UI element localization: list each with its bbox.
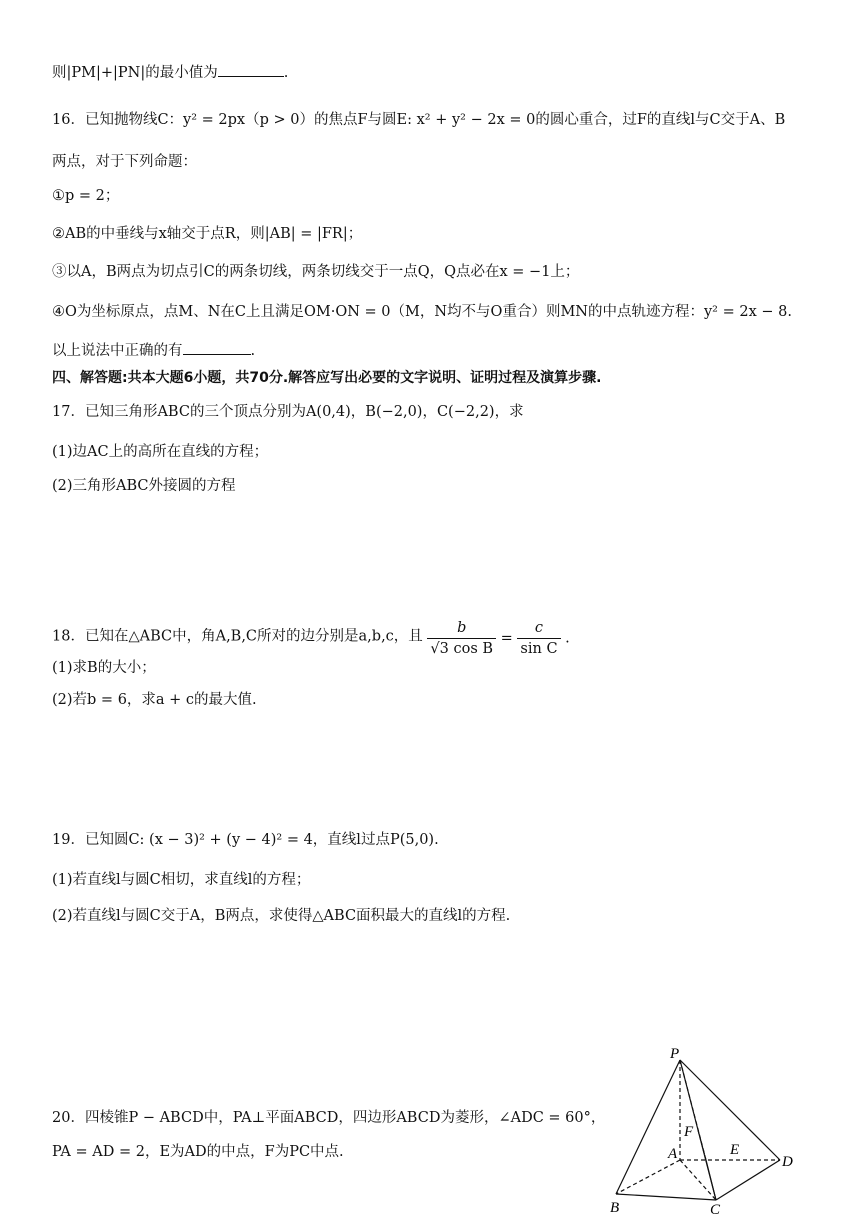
q15-tail: 则|PM|+|PN|的最小值为 . [52, 62, 288, 83]
edge-PB [616, 1060, 680, 1194]
q19-part-2: (2)若直线l与圆C交于A，B两点，求使得△ABC面积最大的直线l的方程. [52, 908, 511, 924]
label-F: F [684, 1124, 694, 1140]
q17-part-1: (1)边AC上的高所在直线的方程； [52, 444, 269, 460]
fraction-left-numerator: b [427, 618, 496, 639]
label-E: E [730, 1142, 740, 1158]
q17-part-2: (2)三角形ABC外接圆的方程 [52, 478, 236, 494]
answer-blank[interactable] [183, 340, 251, 355]
edge-AB [616, 1160, 680, 1194]
label-B: B [610, 1200, 620, 1216]
pyramid-figure [600, 1040, 820, 1216]
q20-stem: 20．四棱锥P − ABCD中，PA⊥平面ABCD，四边形ABCD为菱形，∠ADC = 60°， [52, 1110, 606, 1126]
fraction-equation [427, 618, 569, 659]
label-D: D [782, 1154, 793, 1170]
fraction-right-denominator: sin C [520, 641, 558, 657]
q16-option-4: ④O为坐标原点，点M、N在C上且满足OM·ON = 0（M，N均不与O重合）则MN的中点轨迹方程：y² = 2x − 8. [52, 304, 792, 320]
label-A: A [668, 1146, 678, 1162]
edge-CD [716, 1160, 780, 1200]
label-C: C [710, 1202, 721, 1216]
equals-sign: = [500, 630, 513, 647]
q18-stem: 18．已知在△ABC中，角A,B,C所对的边分别是a,b,c，且 $\frac{b}{\text{√3 cos B}}$ = $\frac{c}{\text{sin C}}$ . [52, 620, 570, 657]
q16-option-2: ②AB的中垂线与x轴交于点R，则|AB| = |FR|； [52, 226, 363, 242]
edge-BC [616, 1194, 716, 1200]
q16-option-1: ①p = 2； [52, 188, 120, 204]
q18-part-1: (1)求B的大小； [52, 660, 156, 676]
label-P: P [670, 1046, 680, 1062]
section-heading: 四、解答题:共本大题6小题，共70分.解答应写出必要的文字说明、证明过程及演算步骤. [52, 370, 602, 386]
sentence-end: . [565, 630, 570, 647]
answer-blank[interactable] [218, 62, 284, 77]
q16-stem: 16．已知抛物线C：y² = 2px（p > 0）的焦点F与圆E: x² + y² − 2x = 0的圆心重合，过F的直线l与C交于A、B [52, 112, 786, 128]
q20-stem-cont: PA = AD = 2，E为AD的中点，F为PC中点. [52, 1144, 344, 1160]
q18-part-2: (2)若b = 6，求a + c的最大值. [52, 692, 257, 708]
segment-EC [706, 1160, 716, 1200]
q17-stem: 17．已知三角形ABC的三个顶点分别为A(0,4)，B(−2,0)，C(−2,2)，求 [52, 404, 524, 420]
q16-option-3: ③以A，B两点为切点引C的两条切线，两条切线交于一点Q，Q点必在x = −1上； [52, 264, 580, 280]
q19-stem: 19．已知圆C: (x − 3)² + (y − 4)² = 4，直线l过点P(5,0). [52, 832, 439, 848]
fraction-right-numerator: c [517, 618, 560, 639]
fraction-left-denominator: √3 cos B [430, 641, 494, 657]
q16-stem-cont: 两点，对于下列命题： [52, 154, 197, 170]
q19-part-1: (1)若直线l与圆C相切，求直线l的方程； [52, 872, 311, 888]
q16-answer-line: 以上说法中正确的有 . [52, 340, 255, 361]
